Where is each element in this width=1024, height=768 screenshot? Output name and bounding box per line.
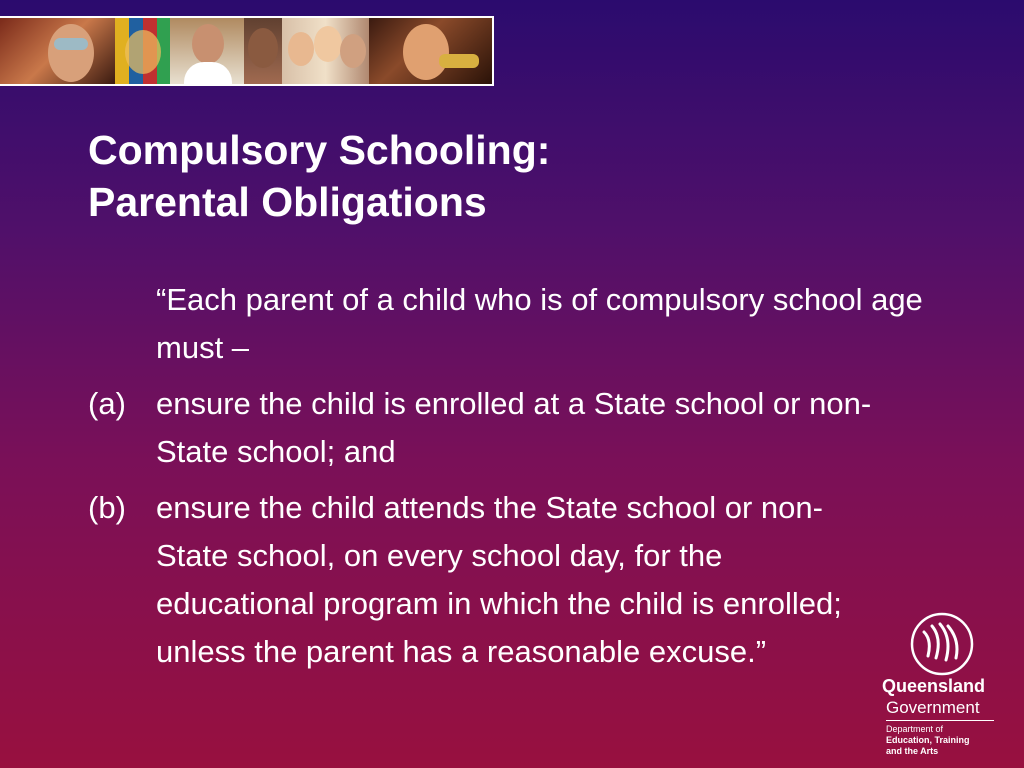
list-item-text: ensure the child is enrolled at a State school or non-State school; and — [156, 386, 872, 469]
department-line-2: Education, Training — [886, 735, 970, 745]
logo-subtitle: Government — [886, 698, 980, 717]
logo-divider — [886, 720, 994, 721]
title-line-1: Compulsory Schooling: — [88, 127, 551, 173]
list-item-text: ensure the child attends the State school or non-State school, on every school day, for the educational program in which the child is enrolled; unless the parent has a reasonable excuse.” — [156, 490, 842, 669]
intro-text: “Each parent of a child who is of compulsory school age must – — [156, 282, 923, 365]
list-marker: (b) — [88, 490, 126, 525]
queensland-emblem-icon — [910, 612, 974, 676]
list-item — [88, 484, 938, 676]
photo-student-goggles — [0, 18, 115, 84]
photo-children-group — [282, 18, 370, 84]
photo-banner — [0, 16, 494, 86]
photo-child — [244, 18, 282, 84]
slide-title — [88, 124, 788, 228]
department-line-3: and the Arts — [886, 746, 939, 756]
logo-name: Queensland — [882, 676, 986, 696]
title-line-2: Parental Obligations — [88, 179, 487, 225]
list-marker: (a) — [88, 386, 126, 421]
intro-paragraph — [88, 276, 938, 372]
slide-body — [88, 276, 938, 684]
logo-department — [886, 724, 970, 757]
photo-teacher — [170, 18, 244, 84]
photo-pop-art — [115, 18, 171, 84]
list-item — [88, 380, 938, 476]
queensland-government-logo — [880, 612, 1010, 762]
department-line-1: Department of — [886, 724, 944, 734]
photo-boy-trumpet — [369, 18, 492, 84]
